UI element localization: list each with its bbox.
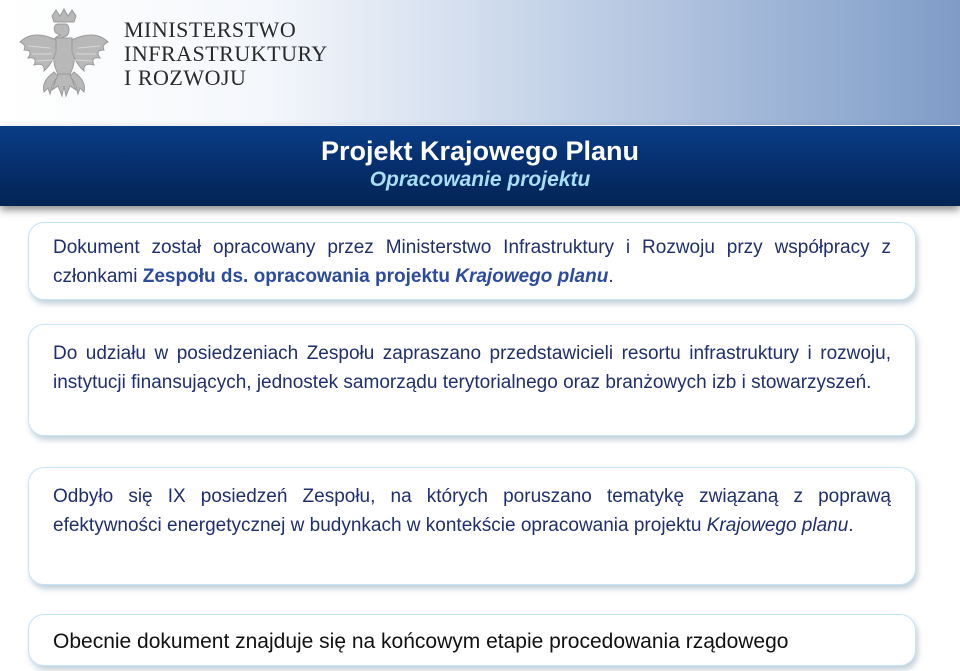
info-box-text xyxy=(53,233,891,291)
text-run: Odbyło się IX posiedzeń Zespołu, na których poruszano tematykę związaną z poprawą efektywności energetycznej w budynkach w kontekście opracowania projektu xyxy=(53,486,891,536)
info-box-authorship xyxy=(28,222,916,300)
info-box-text xyxy=(53,482,891,540)
info-box-participants xyxy=(28,324,916,436)
slide-title-band xyxy=(0,126,960,206)
slide-subtitle: Opracowanie projektu xyxy=(369,168,591,191)
ministry-name-line: MINISTERSTWO xyxy=(124,17,297,42)
ministry-name-line: I ROZWOJU xyxy=(124,65,247,90)
text-run-emphasis: Zespołu ds. opracowania projektu xyxy=(142,266,456,287)
info-box-text: Obecnie dokument znajduje się na końcowym etapie procedowania rządowego xyxy=(53,630,789,653)
info-box-status xyxy=(28,614,916,666)
slide-title: Projekt Krajowego Planu xyxy=(320,136,640,166)
ministry-name xyxy=(124,18,328,90)
text-run: Dokument został opracowany przez Ministerstwo Infrastruktury i Rozwoju przy współpracy z członkami xyxy=(53,237,891,287)
polish-eagle-emblem-icon xyxy=(14,8,110,108)
info-box-text: Do udziału w posiedzeniach Zespołu zapraszano przedstawicieli resortu infrastruktury i rozwoju, instytucji finansujących, jednostek samorządu terytorialnego oraz branżowych izb i stowarzyszeń. xyxy=(53,343,891,393)
text-run-emphasis-italic: Krajowego planu xyxy=(455,266,609,287)
ministry-name-line: INFRASTRUKTURY xyxy=(124,41,328,66)
info-box-meetings xyxy=(28,467,916,585)
text-run-italic: Krajowego planu xyxy=(706,515,849,536)
ministry-header xyxy=(0,0,960,125)
text-run: . xyxy=(608,266,614,287)
text-run: . xyxy=(848,515,854,536)
